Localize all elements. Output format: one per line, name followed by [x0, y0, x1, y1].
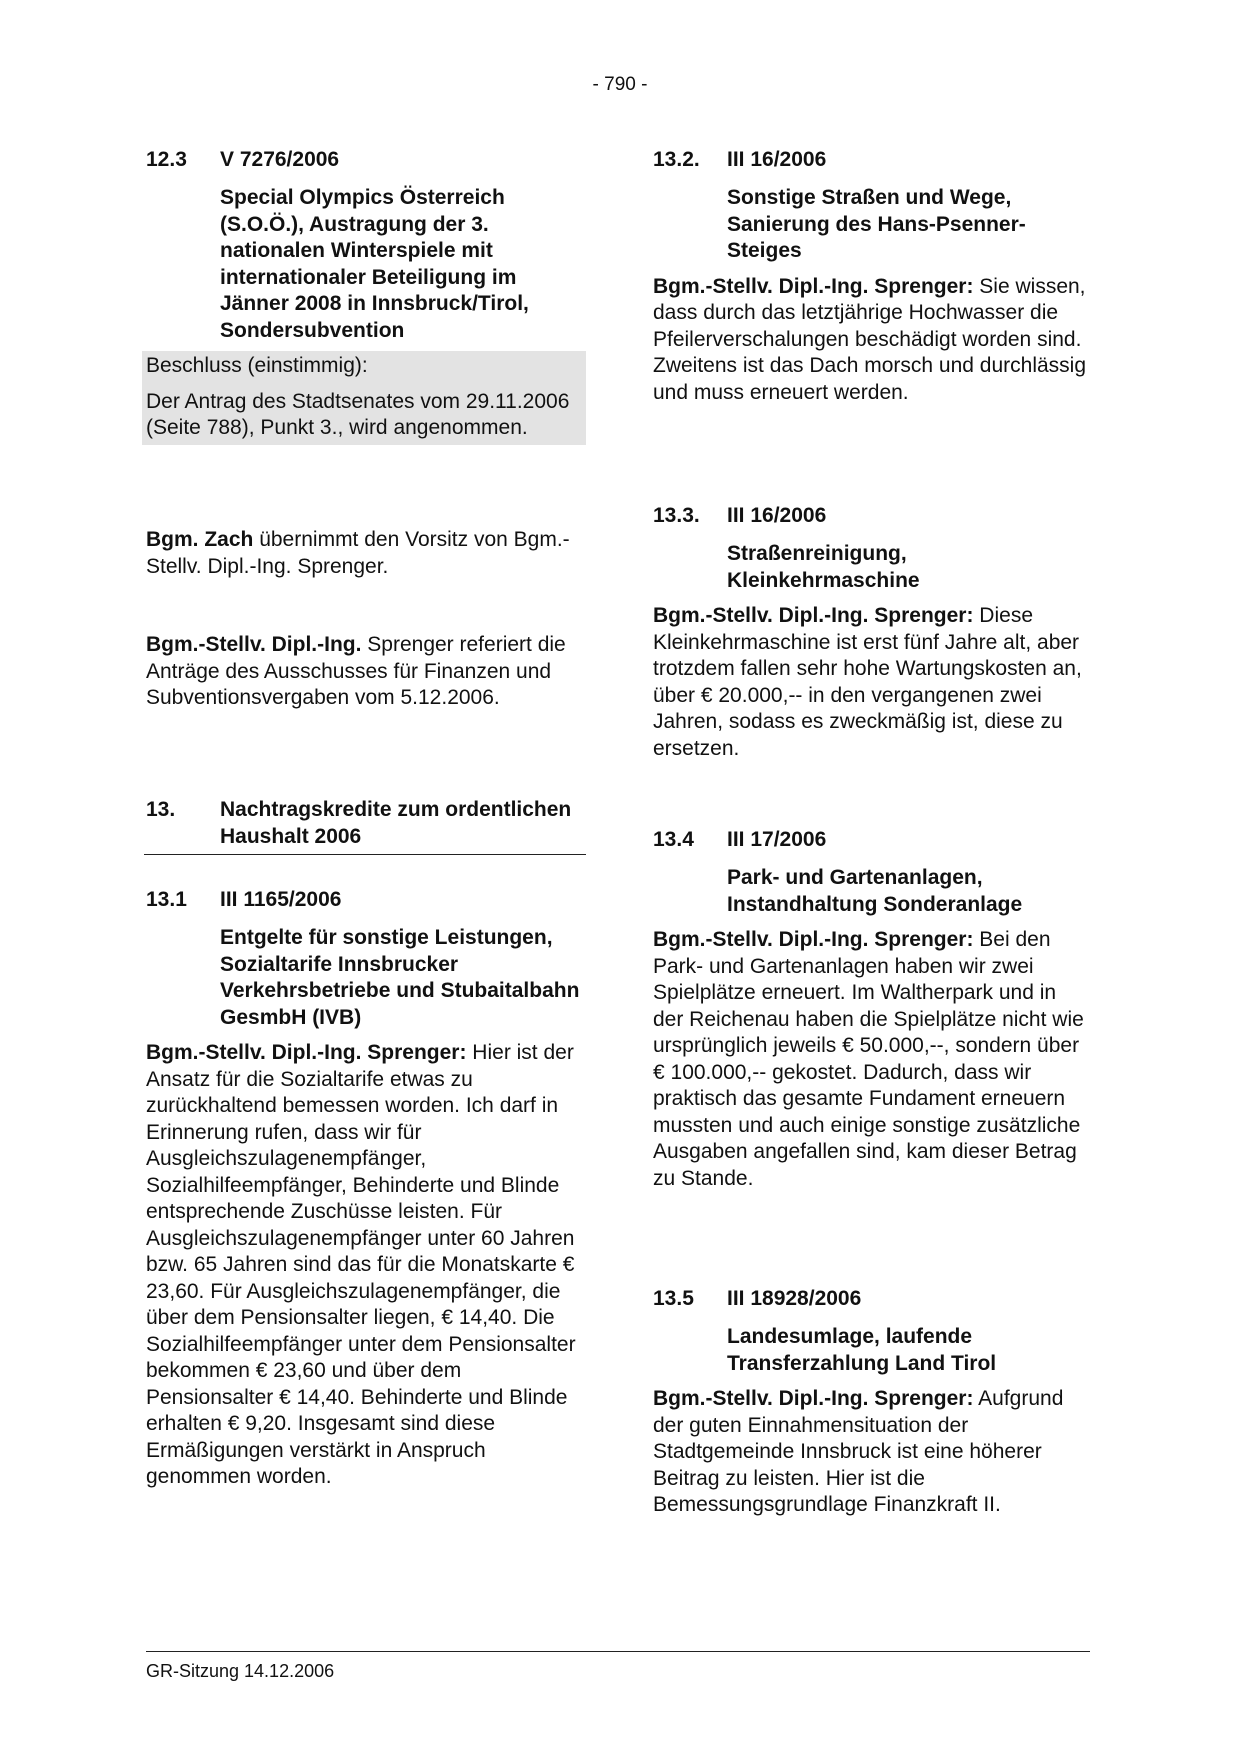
speech-text: Diese Kleinkehrmaschine ist erst fünf Jahre alt, aber trotzdem fallen sehr hohe Wartungskosten an, über € 20.000,-- in den vergangenen zwei Jahren, sodass es zweckmäßig ist, diese zu ersetzen.: [653, 604, 1082, 760]
speaker-name: Bgm.-Stellv. Dipl.-Ing. Sprenger:: [653, 274, 974, 298]
section-13-1: [146, 887, 582, 1491]
section-reference: III 1165/2006: [220, 888, 342, 911]
section-reference: III 17/2006: [727, 828, 827, 851]
chair-text: übernimmt den Vorsitz von Bgm.-Stellv. Dipl.-Ing. Sprenger.: [146, 528, 570, 578]
speaker-name: Bgm.-Stellv. Dipl.-Ing. Sprenger:: [653, 928, 974, 951]
section-number: 13.5: [653, 1287, 694, 1310]
section-title: Sonstige Straßen und Wege, Sanierung des Hans-Psenner-Steiges: [727, 186, 1026, 262]
chair-note: [146, 527, 582, 580]
speech-text: Sie wissen, dass durch das letztjährige Hochwasser die Pfeilerverschalungen beschädigt worden sind. Zweitens ist das Dach morsch und durchlässig und muss erneuert werden.: [653, 274, 1087, 404]
section-13-heading: [144, 797, 586, 855]
section-header: [653, 1286, 1089, 1313]
speech-paragraph: [146, 1040, 582, 1491]
section-header: [146, 887, 582, 914]
section-number: 13.1: [146, 888, 187, 911]
speech-text: Hier ist der Ansatz für die Sozialtarife etwas zu zurückhaltend bemessen worden. Ich darf in Erinnerung rufen, dass wir für Ausgleichszulagenempfänger, Sozialhilfeempfänger, Behinderte und Blinde entsprechende Zuschüsse leisten. Für Ausgleichszulagenempfänger unter 60 Jahren bzw. 65 Jahren sind das für die Monatskarte € 23,60. Für Ausgleichszulagenempfänger, die über dem Pensionsalter liegen, € 14,40. Die Sozialhilfeempfänger unter dem Pensionsalter bekommen € 23,60 und über dem Pensionsalter € 14,40. Behinderte und Blinde erhalten € 9,20. Insgesamt sind diese Ermäßigungen verstärkt in Anspruch genommen worden.: [146, 1041, 576, 1488]
section-title: Park- und Gartenanlagen, Instandhaltung Sonderanlage: [727, 866, 1023, 916]
section-header: [146, 147, 582, 174]
section-header: [653, 827, 1089, 854]
section-header: [653, 147, 1089, 174]
section-header: [653, 503, 1089, 530]
decision-label: Beschluss (einstimmig):: [146, 354, 368, 377]
section-reference: III 18928/2006: [727, 1287, 862, 1310]
speaker-name: Bgm.-Stellv. Dipl.-Ing. Sprenger:: [146, 1041, 467, 1064]
speech-paragraph: [653, 1386, 1089, 1519]
section-reference: V 7276/2006: [220, 148, 340, 171]
section-number: 13.4: [653, 828, 694, 851]
section-12-3: [146, 147, 582, 445]
decision-text: Der Antrag des Stadtsenates vom 29.11.2006 (Seite 788), Punkt 3., wird angenommen.: [146, 389, 570, 439]
report-text: Sprenger referiert die Anträge des Ausschusses für Finanzen und Subventionsvergaben vom 5.12.2006.: [146, 633, 566, 709]
section-title: Nachtragskredite zum ordentlichen Haushalt 2006: [220, 798, 572, 848]
section-13-2: [653, 147, 1089, 406]
section-13-4: [653, 827, 1089, 1192]
page-footer: GR-Sitzung 14.12.2006: [146, 1651, 1090, 1685]
speaker-name: Bgm.-Stellv. Dipl.-Ing. Sprenger:: [653, 604, 974, 627]
section-number: 13.3.: [653, 504, 700, 527]
section-title: Landesumlage, laufende Transferzahlung Land Tirol: [727, 1325, 997, 1375]
section-title: Entgelte für sonstige Leistungen, Sozialtarife Innsbrucker Verkehrsbetriebe und Stubaitalbahn GesmbH (IVB): [220, 926, 580, 1029]
section-title: Straßenreinigung, Kleinkehrmaschine: [727, 542, 920, 592]
speech-text: Bei den Park- und Gartenanlagen haben wir zwei Spielplätze erneuert. Im Waltherpark und in der Reichenau haben die Spielplätze nicht wie ursprünglich jeweils € 50.000,--, sondern über € 100.000,-- gekostet. Dadurch, dass wir praktisch das gesamte Fundament erneuern mussten und auch einige sonstige zusätzliche Ausgaben angefallen sind, kam dieser Betrag zu Stande.: [653, 928, 1084, 1190]
page-number: - 790 -: [592, 74, 648, 95]
section-13-3: [653, 503, 1089, 762]
decision-box: [142, 351, 586, 445]
section-13: [146, 797, 582, 855]
speaker-name: Bgm.-Stellv. Dipl.-Ing. Sprenger:: [653, 1387, 974, 1410]
speaker-name: Bgm.-Stellv. Dipl.-Ing.: [146, 633, 362, 656]
section-number: 13.: [146, 798, 176, 821]
speech-text: Aufgrund der guten Einnahmensituation der Stadtgemeinde Innsbruck ist eine höherer Beitrag zu leisten. Hier ist die Bemessungsgrundlage Finanzkraft II.: [653, 1387, 1064, 1516]
speech-paragraph: [653, 927, 1089, 1192]
section-title: Special Olympics Österreich (S.O.Ö.), Austragung der 3. nationalen Winterspiele mit internationaler Beteiligung im Jänner 2008 in Innsbruck/Tirol, Sondersubvention: [220, 186, 529, 342]
section-reference: III 16/2006: [727, 504, 827, 527]
report-note: [146, 632, 582, 712]
section-reference: III 16/2006: [727, 148, 827, 171]
section-number: 12.3: [146, 148, 187, 171]
speech-paragraph: [653, 603, 1089, 762]
section-13-5: [653, 1286, 1089, 1519]
speaker-name: Bgm. Zach: [146, 528, 254, 551]
section-number: 13.2.: [653, 148, 700, 171]
speech-paragraph: [653, 274, 1089, 407]
